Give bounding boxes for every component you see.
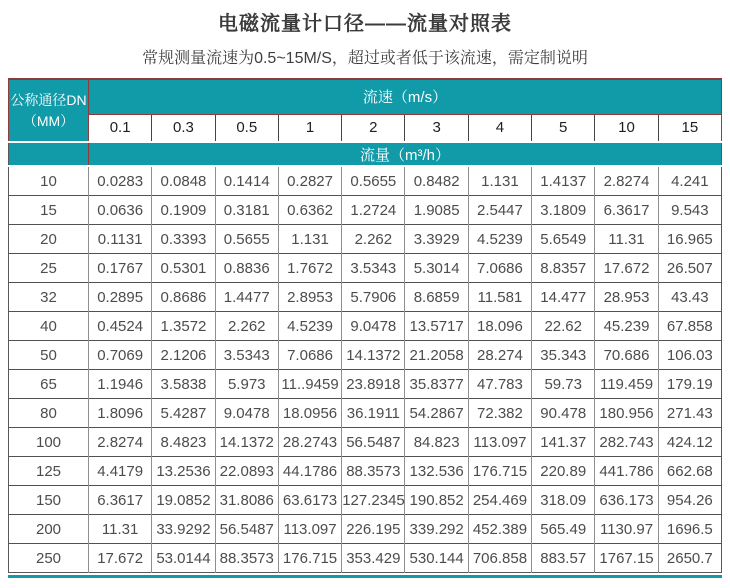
flow-value-cell: 1.7672: [278, 254, 341, 283]
flow-value-cell: 254.469: [468, 486, 531, 515]
flow-value-cell: 1.9085: [405, 196, 468, 225]
flow-value-cell: 11..9459: [278, 370, 341, 399]
dn-cell: 100: [9, 428, 89, 457]
flow-value-cell: 3.5343: [342, 254, 405, 283]
flow-value-cell: 35.343: [532, 341, 595, 370]
flow-value-cell: 35.8377: [405, 370, 468, 399]
flow-value-cell: 28.274: [468, 341, 531, 370]
flow-value-cell: 883.57: [532, 544, 595, 573]
table-row: [9, 370, 722, 399]
flow-value-cell: 220.89: [532, 457, 595, 486]
bottom-accent-bar: [8, 575, 722, 578]
page-subtitle: 常规测量流速为0.5~15M/S，超过或者低于该流速，需定制说明: [142, 50, 588, 67]
flow-value-cell: 132.536: [405, 457, 468, 486]
table-row: [9, 312, 722, 341]
flow-value-cell: 6.3617: [89, 486, 152, 515]
flow-value-cell: 226.195: [342, 515, 405, 544]
flow-value-cell: 0.2895: [89, 283, 152, 312]
page-title: 电磁流量计口径——流量对照表: [218, 13, 512, 35]
flow-value-cell: 1.4477: [215, 283, 278, 312]
flow-value-cell: 0.4524: [89, 312, 152, 341]
flow-value-cell: 84.823: [405, 428, 468, 457]
flow-value-cell: 353.429: [342, 544, 405, 573]
flow-value-cell: 0.6362: [278, 196, 341, 225]
flow-value-cell: 1.1946: [89, 370, 152, 399]
flow-value-cell: 31.8086: [215, 486, 278, 515]
flow-value-cell: 339.292: [405, 515, 468, 544]
flow-value-cell: 452.389: [468, 515, 531, 544]
flow-value-cell: 3.3929: [405, 225, 468, 254]
flow-value-cell: 56.5487: [215, 515, 278, 544]
table-row: [9, 457, 722, 486]
table-row: [9, 544, 722, 573]
flow-value-cell: 4.241: [658, 166, 721, 196]
flow-value-cell: 441.786: [595, 457, 658, 486]
flow-value-cell: 0.8686: [152, 283, 215, 312]
flow-value-cell: 662.68: [658, 457, 721, 486]
flow-value-cell: 318.09: [532, 486, 595, 515]
dn-cell: 200: [9, 515, 89, 544]
speed-column-header: 4: [468, 114, 531, 142]
flow-value-cell: 0.0848: [152, 166, 215, 196]
flow-value-cell: 2.5447: [468, 196, 531, 225]
flow-value-cell: 45.239: [595, 312, 658, 341]
flow-value-cell: 11.581: [468, 283, 531, 312]
flow-value-cell: 113.097: [278, 515, 341, 544]
flow-value-cell: 180.956: [595, 399, 658, 428]
corner-header-line1: 公称通径DN: [10, 91, 87, 108]
flow-value-cell: 190.852: [405, 486, 468, 515]
flow-value-cell: 28.953: [595, 283, 658, 312]
flow-value-cell: 3.5838: [152, 370, 215, 399]
speed-column-header: 5: [532, 114, 595, 142]
flow-value-cell: 9.0478: [342, 312, 405, 341]
flow-value-cell: 5.3014: [405, 254, 468, 283]
flow-value-cell: 6.3617: [595, 196, 658, 225]
flow-value-cell: 1.4137: [532, 166, 595, 196]
speed-column-header: 0.1: [89, 114, 152, 142]
flow-value-cell: 17.672: [89, 544, 152, 573]
dn-cell: 125: [9, 457, 89, 486]
table-row: [9, 196, 722, 225]
flow-value-cell: 8.6859: [405, 283, 468, 312]
flow-value-cell: 0.1767: [89, 254, 152, 283]
flow-value-cell: 23.8918: [342, 370, 405, 399]
flow-value-cell: 282.743: [595, 428, 658, 457]
flow-value-cell: 22.0893: [215, 457, 278, 486]
flow-value-cell: 127.2345: [342, 486, 405, 515]
flow-value-cell: 33.9292: [152, 515, 215, 544]
dn-cell: 150: [9, 486, 89, 515]
flow-value-cell: 1.131: [468, 166, 531, 196]
flow-value-cell: 113.097: [468, 428, 531, 457]
dn-cell: 32: [9, 283, 89, 312]
flow-value-cell: 54.2867: [405, 399, 468, 428]
flow-value-cell: 72.382: [468, 399, 531, 428]
flow-value-cell: 0.5655: [215, 225, 278, 254]
flow-value-cell: 14.1372: [342, 341, 405, 370]
flow-value-cell: 0.8482: [405, 166, 468, 196]
flow-value-cell: 5.973: [215, 370, 278, 399]
flow-value-cell: 5.7906: [342, 283, 405, 312]
table-row: [9, 399, 722, 428]
flow-value-cell: 8.8357: [532, 254, 595, 283]
flow-value-cell: 14.1372: [215, 428, 278, 457]
speed-column-header: 10: [595, 114, 658, 142]
flow-value-cell: 70.686: [595, 341, 658, 370]
flow-value-cell: 0.0636: [89, 196, 152, 225]
dn-cell: 10: [9, 166, 89, 196]
flow-value-cell: 106.03: [658, 341, 721, 370]
speed-column-header: 0.5: [215, 114, 278, 142]
flow-value-cell: 0.5655: [342, 166, 405, 196]
flow-value-cell: 44.1786: [278, 457, 341, 486]
flow-value-cell: 2.8953: [278, 283, 341, 312]
flow-value-cell: 0.2827: [278, 166, 341, 196]
flow-value-cell: 5.6549: [532, 225, 595, 254]
flow-value-cell: 7.0686: [278, 341, 341, 370]
flow-value-cell: 90.478: [532, 399, 595, 428]
flow-value-cell: 19.0852: [152, 486, 215, 515]
flow-value-cell: 3.5343: [215, 341, 278, 370]
flow-value-cell: 16.965: [658, 225, 721, 254]
flow-value-cell: 22.62: [532, 312, 595, 341]
flow-header-row: [9, 142, 722, 166]
flow-value-cell: 21.2058: [405, 341, 468, 370]
flow-value-cell: 706.858: [468, 544, 531, 573]
flow-value-cell: 13.2536: [152, 457, 215, 486]
flow-value-cell: 8.4823: [152, 428, 215, 457]
flow-value-cell: 28.2743: [278, 428, 341, 457]
dn-cell: 40: [9, 312, 89, 341]
flow-value-cell: 530.144: [405, 544, 468, 573]
flow-value-cell: 56.5487: [342, 428, 405, 457]
flow-value-cell: 2.262: [215, 312, 278, 341]
flow-header-spacer: [9, 142, 89, 166]
flow-value-cell: 271.43: [658, 399, 721, 428]
flow-value-cell: 11.31: [595, 225, 658, 254]
flow-value-cell: 141.37: [532, 428, 595, 457]
flow-header: 流量（m³/h）: [89, 142, 722, 166]
flow-value-cell: 1.2724: [342, 196, 405, 225]
flow-value-cell: 1.8096: [89, 399, 152, 428]
flow-value-cell: 18.096: [468, 312, 531, 341]
flow-value-cell: 1.3572: [152, 312, 215, 341]
flow-value-cell: 1.131: [278, 225, 341, 254]
flow-value-cell: 53.0144: [152, 544, 215, 573]
flow-value-cell: 0.1131: [89, 225, 152, 254]
table-row: [9, 515, 722, 544]
flow-value-cell: 59.73: [532, 370, 595, 399]
flow-value-cell: 176.715: [278, 544, 341, 573]
table-row: [9, 225, 722, 254]
flow-value-cell: 0.5301: [152, 254, 215, 283]
flow-value-cell: 14.477: [532, 283, 595, 312]
flow-value-cell: 18.0956: [278, 399, 341, 428]
flow-value-cell: 88.3573: [215, 544, 278, 573]
flow-value-cell: 5.4287: [152, 399, 215, 428]
flow-value-cell: 13.5717: [405, 312, 468, 341]
flow-value-cell: 1130.97: [595, 515, 658, 544]
flow-value-cell: 636.173: [595, 486, 658, 515]
flow-value-cell: 43.43: [658, 283, 721, 312]
flow-value-cell: 2650.7: [658, 544, 721, 573]
flow-value-cell: 88.3573: [342, 457, 405, 486]
flow-value-cell: 47.783: [468, 370, 531, 399]
flow-value-cell: 9.0478: [215, 399, 278, 428]
speed-column-header: 1: [278, 114, 341, 142]
flow-value-cell: 11.31: [89, 515, 152, 544]
speed-column-header: 0.3: [152, 114, 215, 142]
table-row: [9, 283, 722, 312]
table-row: [9, 254, 722, 283]
flow-value-cell: 0.0283: [89, 166, 152, 196]
speed-column-header: 15: [658, 114, 721, 142]
flow-value-cell: 2.262: [342, 225, 405, 254]
flow-value-cell: 954.26: [658, 486, 721, 515]
flow-value-cell: 2.1206: [152, 341, 215, 370]
flow-value-cell: 9.543: [658, 196, 721, 225]
flow-value-cell: 0.3181: [215, 196, 278, 225]
flow-value-cell: 0.7069: [89, 341, 152, 370]
flow-value-cell: 63.6173: [278, 486, 341, 515]
flow-value-cell: 119.459: [595, 370, 658, 399]
flow-value-cell: 7.0686: [468, 254, 531, 283]
dn-cell: 15: [9, 196, 89, 225]
flow-value-cell: 0.8836: [215, 254, 278, 283]
table-row: [9, 166, 722, 196]
speed-column-header: 3: [405, 114, 468, 142]
table-row: [9, 428, 722, 457]
dn-cell: 25: [9, 254, 89, 283]
corner-header-line2: （MM）: [22, 112, 75, 129]
flow-value-cell: 565.49: [532, 515, 595, 544]
table-row: [9, 341, 722, 370]
flow-value-cell: 4.5239: [468, 225, 531, 254]
flow-value-cell: 26.507: [658, 254, 721, 283]
flow-value-cell: 4.5239: [278, 312, 341, 341]
flow-value-cell: 176.715: [468, 457, 531, 486]
flow-value-cell: 0.3393: [152, 225, 215, 254]
flow-comparison-table: [8, 78, 722, 573]
flow-value-cell: 2.8274: [89, 428, 152, 457]
speed-column-header: 2: [342, 114, 405, 142]
dn-cell: 80: [9, 399, 89, 428]
flow-value-cell: 2.8274: [595, 166, 658, 196]
table-row: [9, 486, 722, 515]
dn-cell: 250: [9, 544, 89, 573]
flow-value-cell: 67.858: [658, 312, 721, 341]
flow-value-cell: 424.12: [658, 428, 721, 457]
dn-cell: 20: [9, 225, 89, 254]
dn-cell: 65: [9, 370, 89, 399]
flow-value-cell: 3.1809: [532, 196, 595, 225]
flow-value-cell: 0.1909: [152, 196, 215, 225]
flow-value-cell: 1767.15: [595, 544, 658, 573]
flow-value-cell: 17.672: [595, 254, 658, 283]
flow-table-body: [9, 166, 722, 573]
flow-value-cell: 0.1414: [215, 166, 278, 196]
flow-value-cell: 1696.5: [658, 515, 721, 544]
speed-values-row: [9, 114, 722, 142]
dn-cell: 50: [9, 341, 89, 370]
speed-header: 流速（m/s）: [89, 79, 722, 114]
speed-header-row: [9, 79, 722, 114]
flow-value-cell: 179.19: [658, 370, 721, 399]
corner-header-dn: [9, 79, 89, 142]
flow-value-cell: 4.4179: [89, 457, 152, 486]
flow-value-cell: 36.1911: [342, 399, 405, 428]
